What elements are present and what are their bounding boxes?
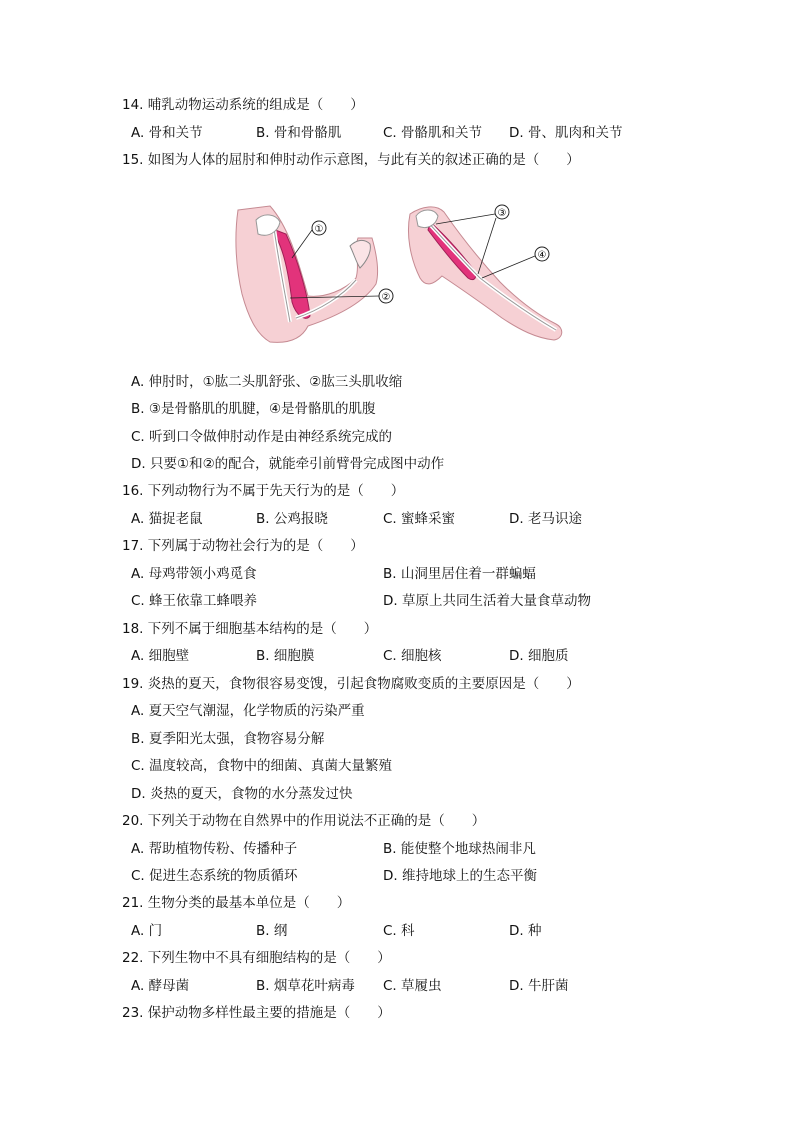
label-1: ① — [314, 224, 324, 235]
q18-option-d: D. 细胞质 — [509, 648, 569, 664]
q22-option-d: D. 牛肝菌 — [509, 978, 569, 994]
q19-option-b: B. 夏季阳光太强，食物容易分解 — [131, 731, 325, 747]
q18-option-b: B. 细胞膜 — [256, 648, 315, 664]
q17-option-d: D. 草原上共同生活着大量食草动物 — [383, 593, 591, 609]
q15-option-d: D. 只要①和②的配合，就能牵引前臂骨完成图中动作 — [131, 456, 445, 472]
q15-option-c: C. 听到口令做伸肘动作是由神经系统完成的 — [131, 429, 393, 445]
question-15-stem: 15. 如图为人体的屈肘和伸肘动作示意图，与此有关的叙述正确的是（ ） — [122, 152, 580, 168]
q17-option-b: B. 山洞里居住着一群蝙蝠 — [383, 566, 536, 582]
question-19-stem: 19. 炎热的夏天，食物很容易变馊，引起食物腐败变质的主要原因是（ ） — [122, 676, 580, 692]
q17-option-a: A. 母鸡带领小鸡觅食 — [131, 566, 257, 582]
q16-option-b: B. 公鸡报晓 — [256, 511, 328, 527]
label-4: ④ — [537, 250, 547, 261]
q20-option-b: B. 能使整个地球热闹非凡 — [383, 841, 536, 857]
question-17-stem: 17. 下列属于动物社会行为的是（ ） — [122, 538, 364, 554]
q15-option-a: A. 伸肘时，①肱二头肌舒张、②肱三头肌收缩 — [131, 374, 403, 390]
q14-option-c: C. 骨骼肌和关节 — [383, 125, 483, 141]
label-3: ③ — [497, 208, 507, 219]
q22-option-a: A. 酵母菌 — [131, 978, 190, 994]
q16-option-a: A. 猫捉老鼠 — [131, 511, 203, 527]
q14-option-b: B. 骨和骨骼肌 — [256, 125, 342, 141]
q21-option-c: C. 科 — [383, 923, 415, 939]
extended-arm-illustration — [408, 207, 561, 340]
q16-option-d: D. 老马识途 — [509, 511, 582, 527]
q19-option-c: C. 温度较高，食物中的细菌、真菌大量繁殖 — [131, 758, 393, 774]
q20-option-c: C. 促进生态系统的物质循环 — [131, 868, 298, 884]
question-18-stem: 18. 下列不属于细胞基本结构的是（ ） — [122, 621, 378, 637]
q16-option-c: C. 蜜蜂采蜜 — [383, 511, 456, 527]
q19-option-a: A. 夏天空气潮湿，化学物质的污染严重 — [131, 703, 365, 719]
q21-option-b: B. 纲 — [256, 923, 288, 939]
q14-option-a: A. 骨和关节 — [131, 125, 203, 141]
q15-option-b: B. ③是骨骼肌的肌腱，④是骨骼肌的肌腹 — [131, 401, 376, 417]
q19-option-d: D. 炎热的夏天，食物的水分蒸发过快 — [131, 786, 353, 802]
question-23-stem: 23. 保护动物多样性最主要的措施是（ ） — [122, 1005, 391, 1021]
q22-option-c: C. 草履虫 — [383, 978, 442, 994]
q18-option-a: A. 细胞壁 — [131, 648, 190, 664]
q17-option-c: C. 蜂王依靠工蜂喂养 — [131, 593, 258, 609]
q20-option-a: A. 帮助植物传粉、传播种子 — [131, 841, 298, 857]
q21-option-d: D. 种 — [509, 923, 542, 939]
q20-option-d: D. 维持地球上的生态平衡 — [383, 868, 537, 884]
q14-option-d: D. 骨、肌肉和关节 — [509, 125, 623, 141]
label-2: ② — [381, 292, 391, 303]
q21-option-a: A. 门 — [131, 923, 163, 939]
arm-flexion-extension-figure — [230, 198, 570, 350]
q18-option-c: C. 细胞核 — [383, 648, 442, 664]
flexed-arm-illustration — [236, 206, 378, 342]
question-22-stem: 22. 下列生物中不具有细胞结构的是（ ） — [122, 950, 391, 966]
question-14-stem: 14. 哺乳动物运动系统的组成是（ ） — [122, 97, 364, 113]
question-21-stem: 21. 生物分类的最基本单位是（ ） — [122, 895, 351, 911]
q22-option-b: B. 烟草花叶病毒 — [256, 978, 355, 994]
question-20-stem: 20. 下列关于动物在自然界中的作用说法不正确的是（ ） — [122, 813, 486, 829]
question-16-stem: 16. 下列动物行为不属于先天行为的是（ ） — [122, 483, 405, 499]
